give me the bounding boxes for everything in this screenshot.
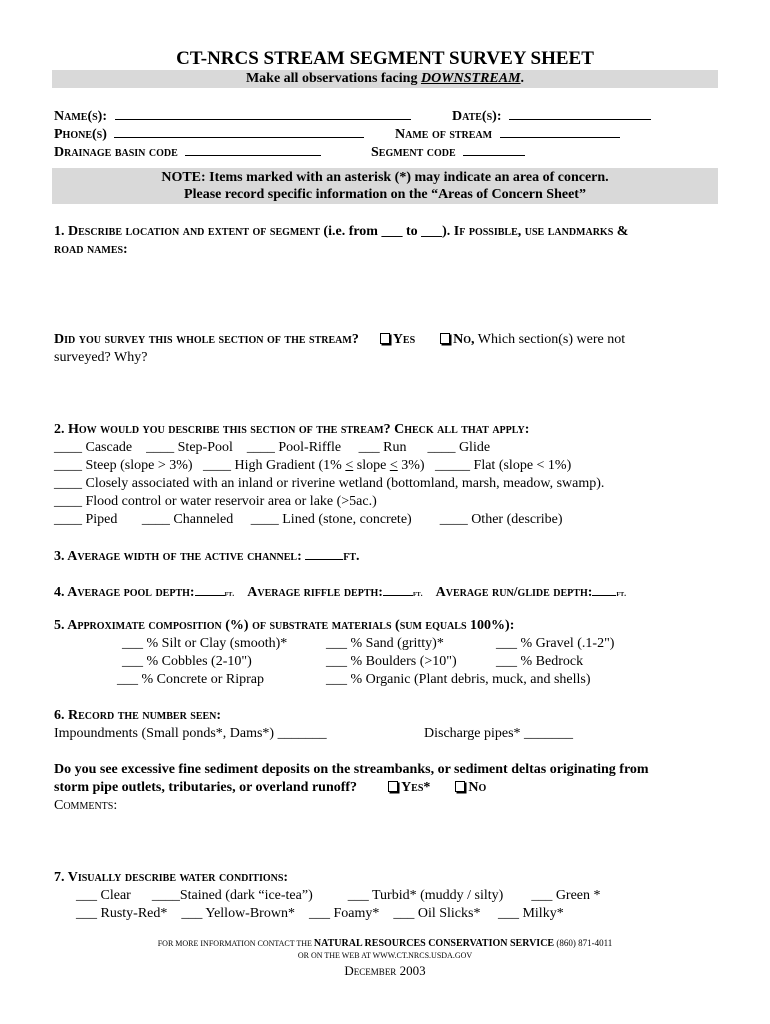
segment-field: [371, 144, 525, 161]
q3-line[interactable]: [305, 548, 343, 560]
segment-line[interactable]: [463, 144, 525, 156]
q4-riffle-unit: ft.: [412, 589, 423, 598]
q4-run-label: Average run/glide depth:: [435, 585, 593, 600]
q1-heading-line2: road names:: [54, 242, 128, 257]
drainage-field: [54, 144, 321, 161]
footer-agency: NATURAL RESOURCES CONSERVATION SERVICE: [313, 938, 555, 949]
q4-run-line[interactable]: [592, 584, 616, 596]
survey-question-text: Did you survey this whole section of the stream?: [54, 332, 359, 347]
names-line[interactable]: [115, 108, 411, 120]
phone-label: Phone(s): [54, 127, 107, 142]
survey-no-rest: Which section(s) were not: [474, 332, 626, 347]
subtitle: [0, 71, 770, 87]
form-title: CT-NRCS STREAM SEGMENT SURVEY SHEET: [176, 48, 594, 69]
footer-contact-a: FOR MORE INFORMATION CONTACT THE: [157, 939, 314, 948]
q4: [54, 584, 626, 601]
dates-line[interactable]: [509, 108, 651, 120]
q2-row-5: ____ Piped ____ Channeled ____ Lined (stone, concrete) ____ Other (describe): [54, 512, 563, 527]
q2-row-2: [54, 458, 571, 474]
subtitle-prefix: Make all observations facing: [245, 71, 421, 86]
survey-question-line2: surveyed? Why?: [54, 350, 148, 365]
q5-col1-item-2: ___ % Cobbles (2-10"): [122, 654, 252, 669]
sediment-yes-checkbox[interactable]: [388, 781, 398, 792]
q5-col1-item-1: ___ % Silt or Clay (smooth)*: [122, 636, 288, 651]
q7-row-1: ___ Clear ____Stained (dark “ice-tea”) ___ Turbid* (muddy / silty) ___ Green *: [76, 888, 601, 903]
sediment-no-label: No: [468, 780, 487, 795]
footer-web: OR ON THE WEB AT WWW.CT.NRCS.USDA.GOV: [297, 951, 473, 960]
survey-no-checkbox[interactable]: [440, 333, 450, 344]
dates-field: [452, 108, 651, 125]
stream-name-label: Name of stream: [395, 127, 493, 142]
survey-question: [54, 332, 625, 348]
segment-label: Segment code: [371, 145, 456, 160]
q1-heading: [54, 224, 628, 240]
q5-heading: 5. Approximate composition (%) of substrate materials (sum equals 100%):: [54, 618, 515, 633]
survey-yes-label: Yes: [392, 332, 416, 347]
q6-impoundments: Impoundments (Small ponds*, Dams*) _______: [54, 726, 327, 741]
q3-unit: ft.: [343, 549, 360, 564]
sediment-no-checkbox[interactable]: [455, 781, 465, 792]
drainage-line[interactable]: [185, 144, 321, 156]
footer-phone: (860) 871-4011: [554, 938, 613, 948]
survey-no-label: No,: [453, 332, 475, 347]
sediment-yes-label: Yes*: [401, 780, 431, 795]
subtitle-emphasis: DOWNSTREAM: [420, 71, 521, 86]
q5-col3-item-2: ___ % Bedrock: [496, 654, 584, 669]
q1-part-c: If possible, use landmarks &: [453, 224, 629, 239]
sediment-comments: Comments:: [54, 798, 118, 813]
phone-line[interactable]: [114, 126, 364, 138]
q5-col2-item-3: ___ % Organic (Plant debris, muck, and shells): [326, 672, 591, 687]
q1-part-a: 1. Describe location and extent of segment: [54, 224, 320, 239]
q6-heading: 6. Record the number seen:: [54, 708, 222, 723]
subtitle-suffix: .: [520, 71, 525, 86]
q3-label: 3. Average width of the active channel:: [54, 549, 306, 564]
q5-col2-item-2: ___ % Boulders (>10"): [326, 654, 457, 669]
q2-heading: 2. How would you describe this section of the stream? Check all that apply:: [54, 422, 530, 437]
q5-col2-item-1: ___ % Sand (gritty)*: [326, 636, 444, 651]
drainage-label: Drainage basin code: [54, 145, 178, 160]
q7-heading: 7. Visually describe water conditions:: [54, 870, 289, 885]
q1-part-b: (i.e. from ___ to ___).: [319, 224, 454, 239]
sediment-question-line2: [54, 780, 486, 796]
q4-pool-unit: ft.: [224, 589, 235, 598]
q4-pool-label: 4. Average pool depth:: [54, 585, 195, 600]
q2-row-4: ____ Flood control or water reservoir area or lake (>5ac.): [54, 494, 377, 509]
q4-riffle-line[interactable]: [383, 584, 413, 596]
dates-label: Date(s):: [452, 109, 502, 124]
survey-yes-checkbox[interactable]: [380, 333, 390, 344]
footer-date: December 2003: [344, 963, 426, 978]
q2-row-1: ____ Cascade ____ Step-Pool ____ Pool-Riffle ___ Run ____ Glide: [54, 440, 491, 455]
q5-col1-item-3: ___ % Concrete or Riprap: [117, 672, 264, 687]
q7-row-2: ___ Rusty-Red* ___ Yellow-Brown* ___ Foamy* ___ Oil Slicks* ___ Milky*: [76, 906, 564, 921]
q2-row-2e: 3%) _____ Flat (slope < 1%): [397, 458, 572, 473]
names-label: Name(s):: [54, 109, 107, 124]
q2-row-3: ____ Closely associated with an inland or riverine wetland (bottomland, marsh, meadow, swamp).: [54, 476, 605, 491]
note-line-2: Please record specific information on the “Areas of Concern Sheet”: [184, 187, 586, 202]
sediment-question-line1: Do you see excessive fine sediment deposits on the streambanks, or sediment deltas originating from: [54, 762, 649, 777]
sediment-line2-text: storm pipe outlets, tributaries, or overland runoff?: [54, 780, 358, 795]
q2-row-2c: slope: [353, 458, 390, 473]
note-line-1: NOTE: Items marked with an asterisk (*) may indicate an area of concern.: [161, 170, 609, 185]
q2-row-2d: <: [389, 458, 398, 473]
phone-field: [54, 126, 364, 143]
q4-run-unit: ft.: [616, 589, 627, 598]
stream-name-field: [395, 126, 620, 143]
q6-discharge: Discharge pipes* _______: [424, 726, 574, 741]
q2-row-2b: <: [345, 458, 354, 473]
q4-pool-line[interactable]: [195, 584, 225, 596]
q2-row-2a: ____ Steep (slope > 3%) ____ High Gradient (1%: [54, 458, 346, 473]
names-field: [54, 108, 411, 125]
q5-col3-item-1: ___ % Gravel (.1-2"): [496, 636, 615, 651]
footer-contact: [0, 938, 770, 949]
q3: [54, 548, 360, 565]
stream-name-line[interactable]: [500, 126, 620, 138]
q4-riffle-label: Average riffle depth:: [247, 585, 383, 600]
